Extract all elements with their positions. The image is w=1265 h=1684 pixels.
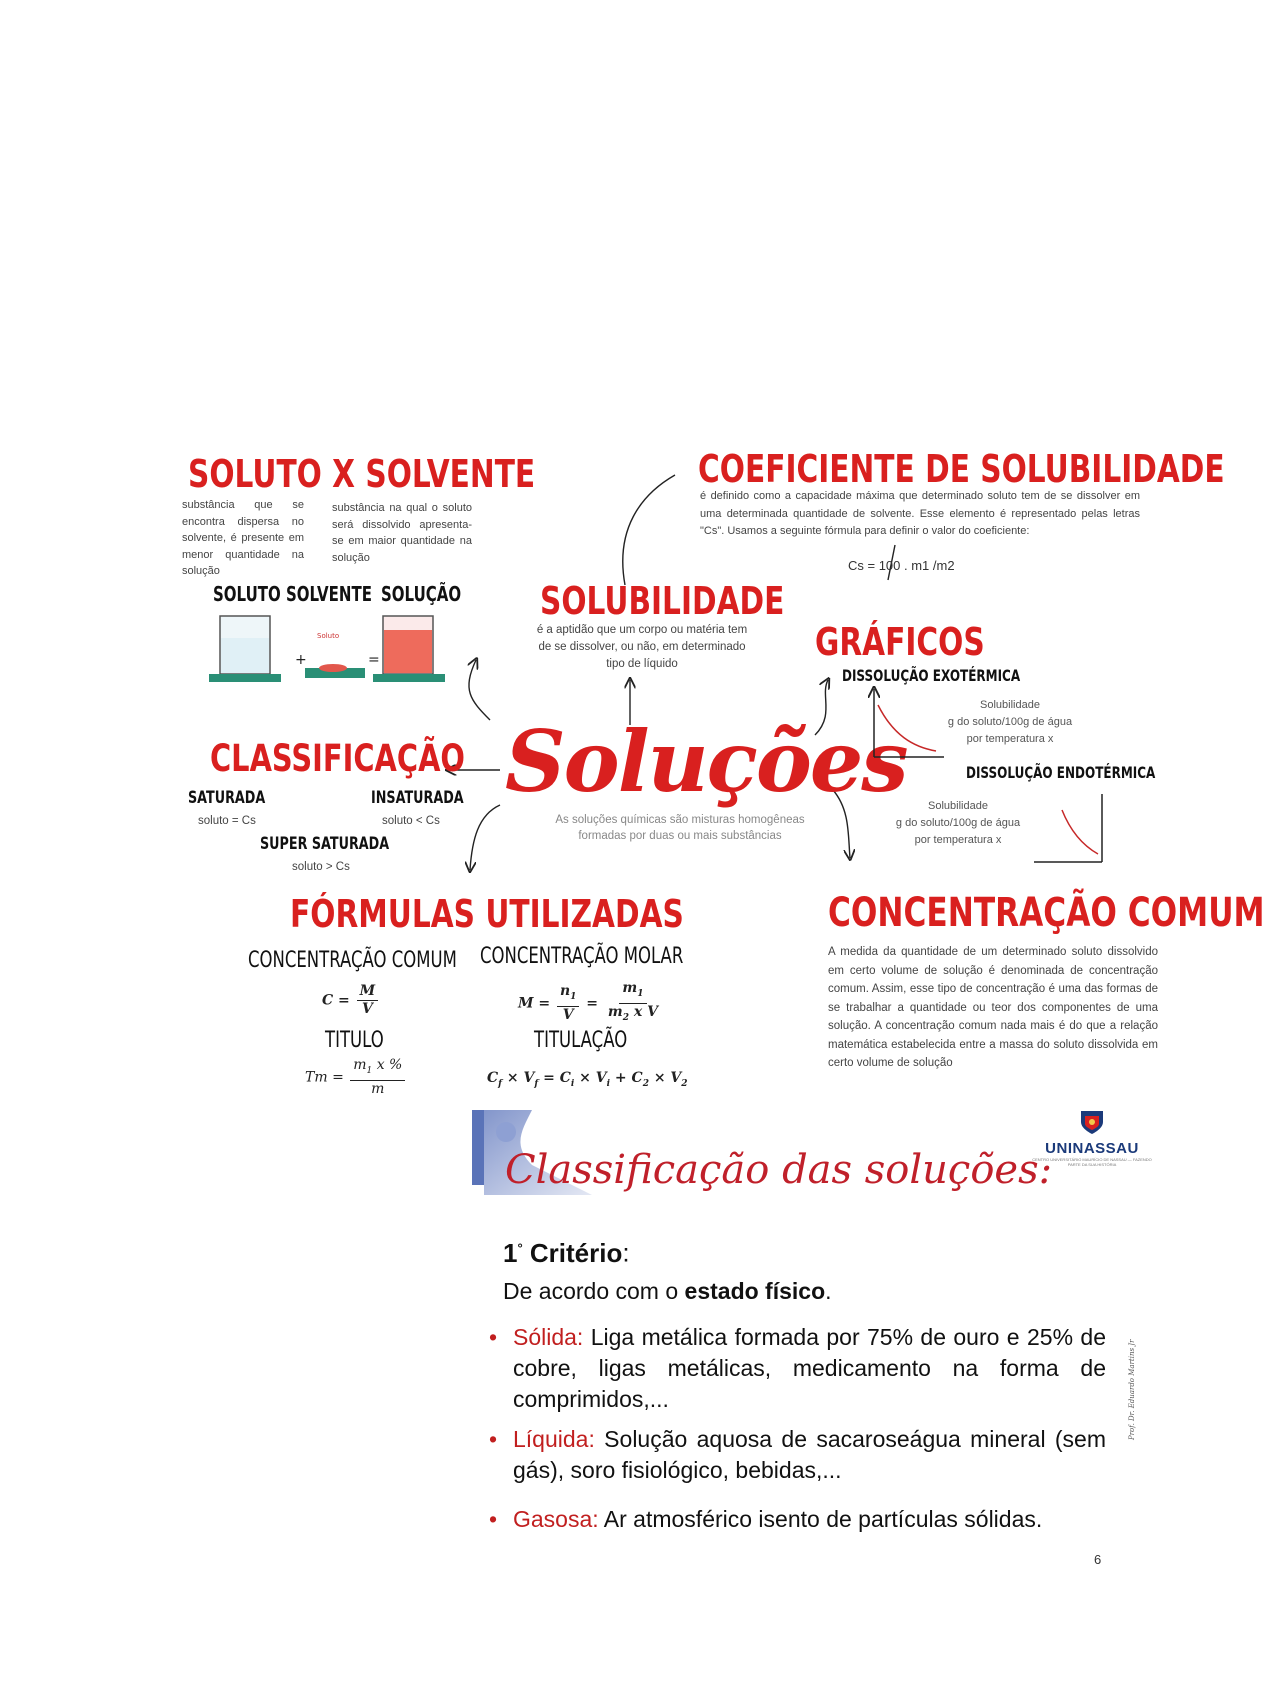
shield-icon [1078, 1108, 1106, 1136]
criterio-heading: 1° Critério: [503, 1237, 630, 1268]
formula-concentracao-molar: M = $\frac{n_1}{V}$ = $\frac{m_1}{m_2 x V}$ [518, 980, 658, 1023]
beaker-solvent-icon [209, 616, 281, 682]
list-item: • Gasosa: Ar atmosférico isento de partículas sólidas. [513, 1504, 1106, 1535]
exotermica-axis-label: Solubilidade g do soluto/100g de água por temperatura x [947, 699, 1073, 745]
soluto-solvente-title: SOLUTO X SOLVENTE [188, 452, 536, 496]
solvente-description: substância na qual o soluto será dissolvido apresenta-se em maior quantidade na solução [332, 502, 472, 564]
criterio-intro: De acordo com o estado físico. [503, 1278, 832, 1304]
slide-title: Classificação das soluções: [505, 1147, 1053, 1193]
exotermica-title: DISSOLUÇÃO EXOTÉRMICA [842, 666, 1021, 685]
arrow-to-soluto [469, 660, 490, 720]
list-item: • Sólida: Liga metálica formada por 75% de ouro e 25% de cobre, ligas metálicas, medicamento na forma de comprimidos,... [489, 1324, 1106, 1412]
center-subtitle: As soluções químicas são misturas homogêneas formadas por duas ou mais substâncias [555, 814, 805, 842]
insaturada-label: INSATURADA [371, 788, 464, 808]
formula-conc-molar-heading: CONCENTRAÇÃO MOLAR [480, 944, 684, 969]
conc-comum-title: CONCENTRAÇÃO COMUM [828, 890, 1265, 936]
formula-titulacao-heading: TITULAÇÃO [534, 1028, 628, 1053]
classificacao-title: CLASSIFICAÇÃO [210, 737, 465, 780]
super-saturada-rule: soluto > Cs [292, 861, 350, 873]
beaker-solution-icon [373, 616, 445, 682]
exotermica-graph [868, 685, 948, 760]
label-soluto: SOLUTO [213, 582, 281, 606]
bullet-icon: • [489, 1324, 498, 1350]
endotermica-graph [1030, 790, 1110, 865]
svg-text:+: + [295, 652, 307, 668]
page-number: 6 [1094, 1552, 1102, 1567]
arrow-to-formulas [470, 805, 500, 870]
center-title: Soluções [505, 712, 907, 811]
formula-titulo-heading: TITULO [325, 1028, 384, 1053]
formula-titulacao: $C_f \times V_f = C_i \times V_i + C_2 \times V_2$ [487, 1070, 688, 1089]
solubilidade-description: é a aptidão que um corpo ou matéria tem de se dissolver, ou não, em determinado tipo de líquido [536, 624, 748, 670]
insaturada-rule: soluto < Cs [382, 815, 440, 827]
super-saturada-label: SUPER SATURADA [260, 834, 390, 854]
coeficiente-formula: Cs = 100 . m1 /m2 [848, 558, 955, 573]
formula-conc-comum-heading: CONCENTRAÇÃO COMUM [248, 948, 457, 973]
saturada-rule: soluto = Cs [198, 815, 256, 827]
conc-comum-description: A medida da quantidade de um determinado soluto dissolvido em certo volume de solução é denominada de concentração comum. Assim, esse tipo de concentração é uma das formas de se trabalhar a quantidade ou teor dos componentes de uma solução. A concentração comum nada mais é do que a relação matemática estabelecida entre a massa do soluto dissolvida em certo volume de solução [828, 946, 1158, 1069]
saturada-label: SATURADA [188, 788, 266, 808]
uninassau-logo: UNINASSAU CENTRO UNIVERSITÁRIO MAURÍCIO DE NASSAU — FAZENDO PARTE DA SUA HISTÓRIA [1032, 1108, 1152, 1167]
coeficiente-title: COEFICIENTE DE SOLUBILIDADE [698, 447, 1225, 491]
side-author-text: Prof. Dr. Eduardo Martins Jr [1128, 1339, 1136, 1440]
label-solucao: SOLUÇÃO [381, 582, 462, 606]
formulas-title: FÓRMULAS UTILIZADAS [290, 892, 684, 936]
solubilidade-title: SOLUBILIDADE [540, 579, 785, 623]
bullet-icon: • [489, 1506, 498, 1532]
graficos-title: GRÁFICOS [815, 620, 985, 664]
soluto-description: substância que se encontra dispersa no solvente, é presente em menor quantidade na solução [182, 499, 304, 577]
svg-text:=: = [368, 652, 380, 668]
solute-dish-icon [305, 632, 365, 678]
beakers-illustration [205, 608, 455, 688]
svg-text:Soluto: Soluto [317, 632, 340, 640]
endotermica-title: DISSOLUÇÃO ENDOTÉRMICA [966, 763, 1156, 782]
formula-titulo: Tm = $\frac{m_1 x \%}{m}$ [305, 1057, 407, 1098]
bullet-icon: • [489, 1426, 498, 1452]
coeficiente-description: é definido como a capacidade máxima que determinado soluto tem de se dissolver em uma determinada quantidade de solvente. Esse elemento é representado pelas letras "Cs". Usamos a seguinte fórmula para definir o valor do coeficiente: [700, 490, 1140, 537]
list-item: • Líquida: Solução aquosa de sacaroseágua mineral (sem gás), soro fisiológico, bebidas,... [489, 1426, 1106, 1483]
formula-concentracao-comum: C = $\frac{M}{V}$ [322, 983, 380, 1018]
endotermica-axis-label: Solubilidade g do soluto/100g de água por temperatura x [895, 800, 1021, 846]
label-solvente: SOLVENTE [286, 582, 372, 606]
line-to-coeficiente [623, 475, 675, 585]
